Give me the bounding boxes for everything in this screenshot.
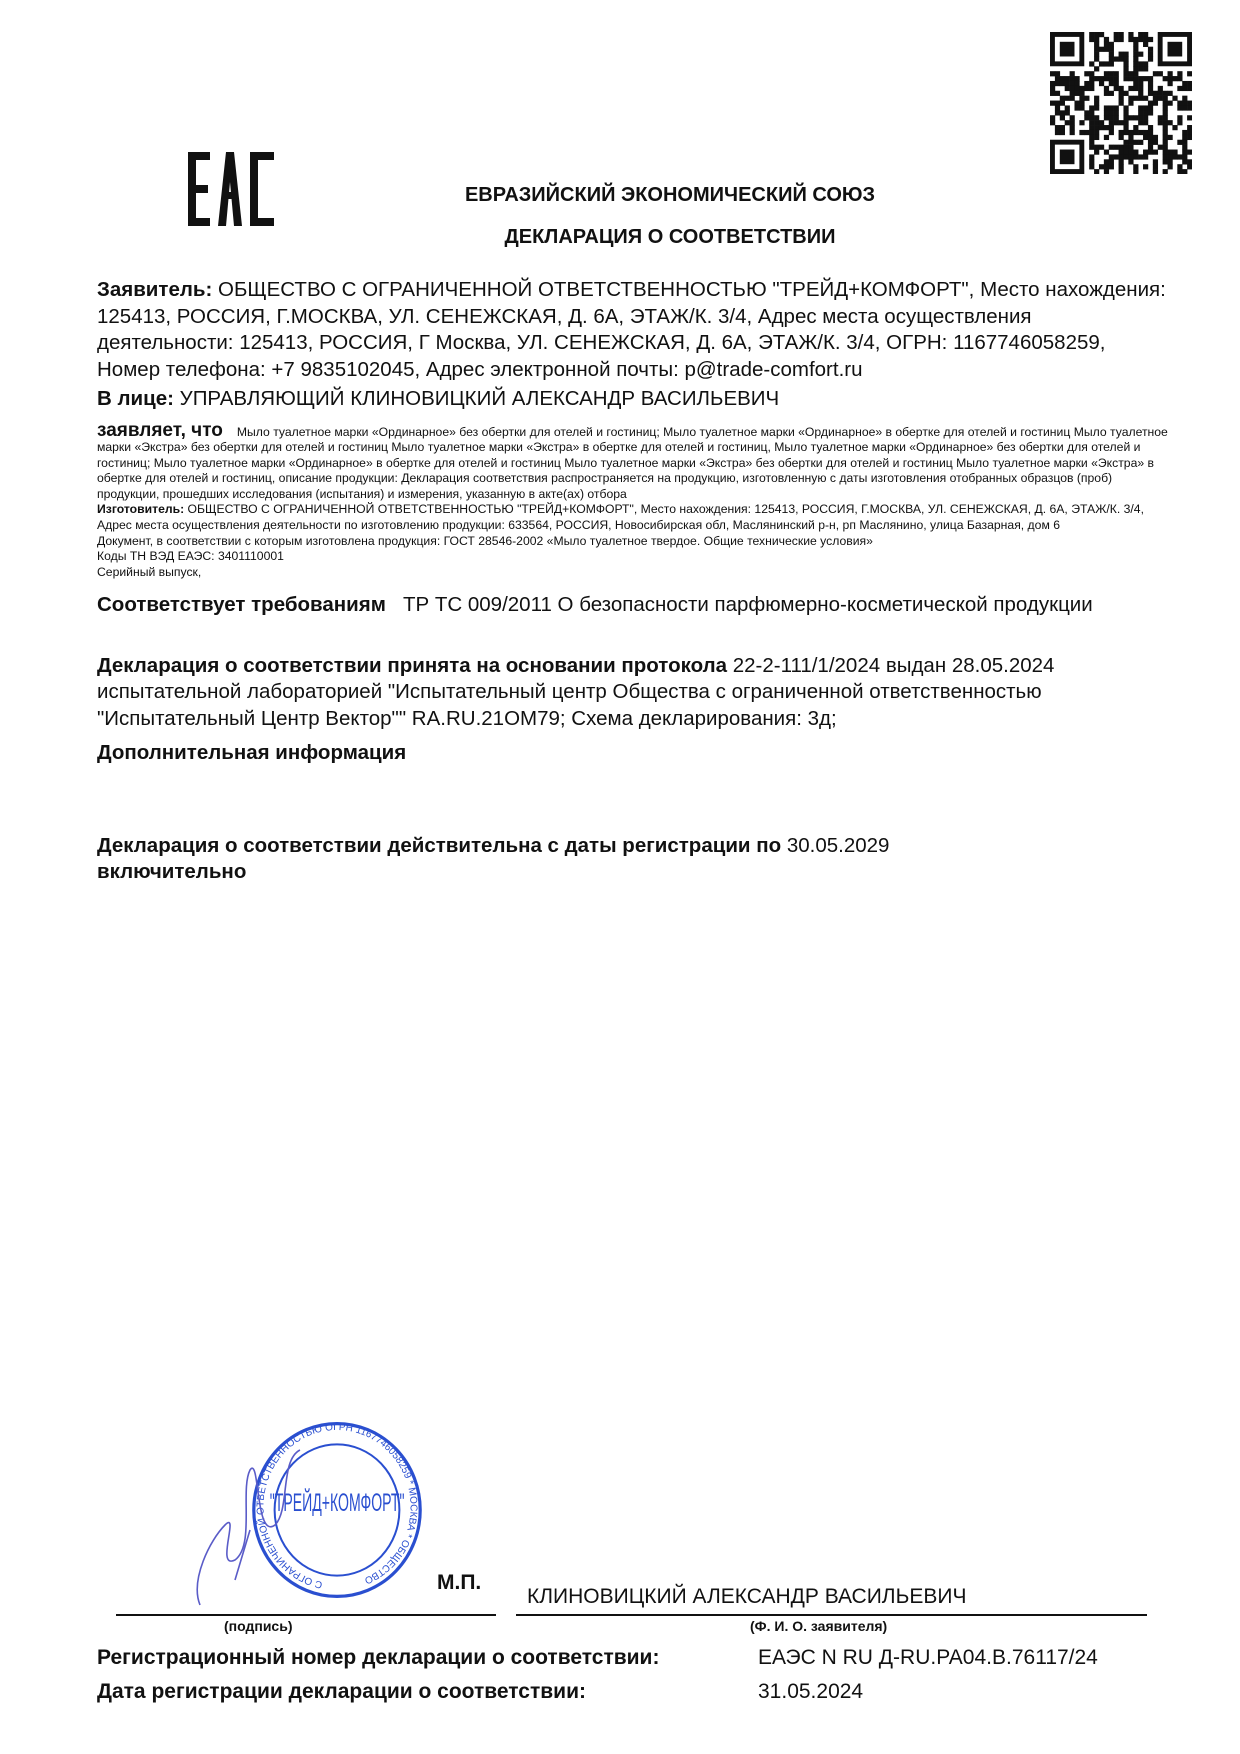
manufacturer-label: Изготовитель: xyxy=(97,502,185,517)
svg-text:С ОГРАНИЧЕННОЙ ОТВЕТСТВЕННОСТЬ: С ОГРАНИЧЕННОЙ ОТВЕТСТВЕННОСТЬЮ ОГРН 1167746058259 * МОСКВА * ОБЩЕСТВО xyxy=(255,1421,419,1591)
declaration-body xyxy=(97,277,1172,886)
serial-release: Серийный выпуск, xyxy=(97,564,202,579)
basis-label: Декларация о соответствии принята на основании протокола xyxy=(97,653,728,677)
signature-line xyxy=(116,1614,496,1616)
name-line xyxy=(516,1614,1147,1616)
complies-text: ТР ТС 009/2011 О безопасности парфюмерно-косметической продукции xyxy=(402,593,1093,617)
manufacturer-text: ОБЩЕСТВО С ОГРАНИЧЕННОЙ ОТВЕТСТВЕННОСТЬЮ "ТРЕЙД+КОМФОРТ", Место нахождения: 125413, РОССИЯ, Г.МОСКВА, УЛ. СЕНЕЖСКАЯ, Д. 6А, ЭТАЖ/К. 3/4, Адрес места осуществления деятельности по изготовлению продукции: 633564, РОССИЯ, Новосибирская обл, Маслянинский р-н, рп Маслянино, улица Базарная, дом 6 xyxy=(97,502,1144,533)
signature-caption: (подпись) xyxy=(224,1618,293,1634)
applicant-block xyxy=(97,277,1172,383)
declares-label: заявляет, что xyxy=(97,419,223,441)
basis-block xyxy=(97,653,1172,733)
basis-text: 22-2-111/1/2024 выдан 28.05.2024 испытательной лабораторией "Испытательный центр Общества с ограниченной ответственностью "Испытательный Центр Вектор"" RA.RU.21OM79; Схема декларирования: 3д; xyxy=(97,653,1055,730)
tn-ved-codes: Коды ТН ВЭД ЕАЭС: 3401110001 xyxy=(97,549,284,564)
validity-block xyxy=(97,833,1172,886)
complies-block xyxy=(97,592,1172,619)
validity-label: Декларация о соответствии действительна с даты регистрации по xyxy=(97,833,782,857)
svg-text:"ТРЕЙД+КОМФОРТ": "ТРЕЙД+КОМФОРТ" xyxy=(269,1490,405,1518)
validity-date: 30.05.2029 xyxy=(786,833,890,857)
represented-text: УПРАВЛЯЮЩИЙ КЛИНОВИЦКИЙ АЛЕКСАНДР ВАСИЛЬЕВИЧ xyxy=(179,387,780,410)
applicant-text: ОБЩЕСТВО С ОГРАНИЧЕННОЙ ОТВЕТСТВЕННОСТЬЮ "ТРЕЙД+КОМФОРТ", Место нахождения: 125413, РОССИЯ, Г.МОСКВА, УЛ. СЕНЕЖСКАЯ, Д. 6А, ЭТАЖ/К. 3/4, Адрес места осуществления деятельности: 125413, РОССИЯ, Г Москва, УЛ. СЕНЕЖСКАЯ, Д. 6А, ЭТАЖ/К. 3/4, ОГРН: 1167746058259, Номер телефона: +7 9835102045, Адрес электронной почты: p@trade-comfort.ru xyxy=(97,278,1166,381)
represented-label: В лице: xyxy=(97,387,174,410)
registration-date: 31.05.2024 xyxy=(758,1680,864,1703)
handwritten-signature xyxy=(180,1440,340,1610)
registration-date-label: Дата регистрации декларации о соответствии: xyxy=(97,1680,586,1703)
additional-info-label: Дополнительная информация xyxy=(97,741,407,765)
validity-suffix: включительно xyxy=(97,860,247,884)
complies-label: Соответствует требованиям xyxy=(97,593,386,617)
standard-document: Документ, в соответствии с которым изготовлена продукция: ГОСТ 28546-2002 «Мыло туалетное твердое. Общие технические условия» xyxy=(97,533,873,548)
registration-number-label: Регистрационный номер декларации о соответствии: xyxy=(97,1646,660,1669)
product-description: Мыло туалетное марки «Ординарное» без обертки для отелей и гостиниц; Мыло туалетное марки «Ординарное» в обертке для отелей и гостиниц Мыло туалетное марки «Экстра» без обертки для отелей и гостиниц Мыло туалетное марки «Экстра» в обертке для отелей и гостиниц, Мыло туалетное марки «Ординарное» без обертки для отелей и гостиниц; Мыло туалетное марки «Ординарное» в обертке для отелей и гостиниц Мыло туалетное марки «Экстра» без обертки для отелей и гостиниц Мыло туалетное марки «Экстра» в обертке для отелей и гостиниц, описание продукции: Декларация соответствия распространяется на продукцию, изготовленную с даты изготовления отобранных образцов (проб) продукции, прошедших исследования (испытания) и измерения, указанную в акте(ах) отбора xyxy=(97,424,1168,501)
applicant-label: Заявитель: xyxy=(97,278,213,301)
qr-code-icon xyxy=(1050,32,1192,174)
signatory-name: КЛИНОВИЦКИЙ АЛЕКСАНДР ВАСИЛЬЕВИЧ xyxy=(527,1585,967,1608)
mp-label: М.П. xyxy=(437,1571,482,1594)
name-caption: (Ф. И. О. заявителя) xyxy=(750,1618,888,1634)
union-title: ЕВРАЗИЙСКИЙ ЭКОНОМИЧЕСКИЙ СОЮЗ xyxy=(464,184,876,206)
represented-block xyxy=(97,386,1172,413)
registration-number: ЕАЭС N RU Д-RU.РА04.В.76117/24 xyxy=(758,1646,1098,1669)
declares-block xyxy=(97,419,1172,581)
document-title: ДЕКЛАРАЦИЯ О СООТВЕТСТВИИ xyxy=(504,226,836,248)
